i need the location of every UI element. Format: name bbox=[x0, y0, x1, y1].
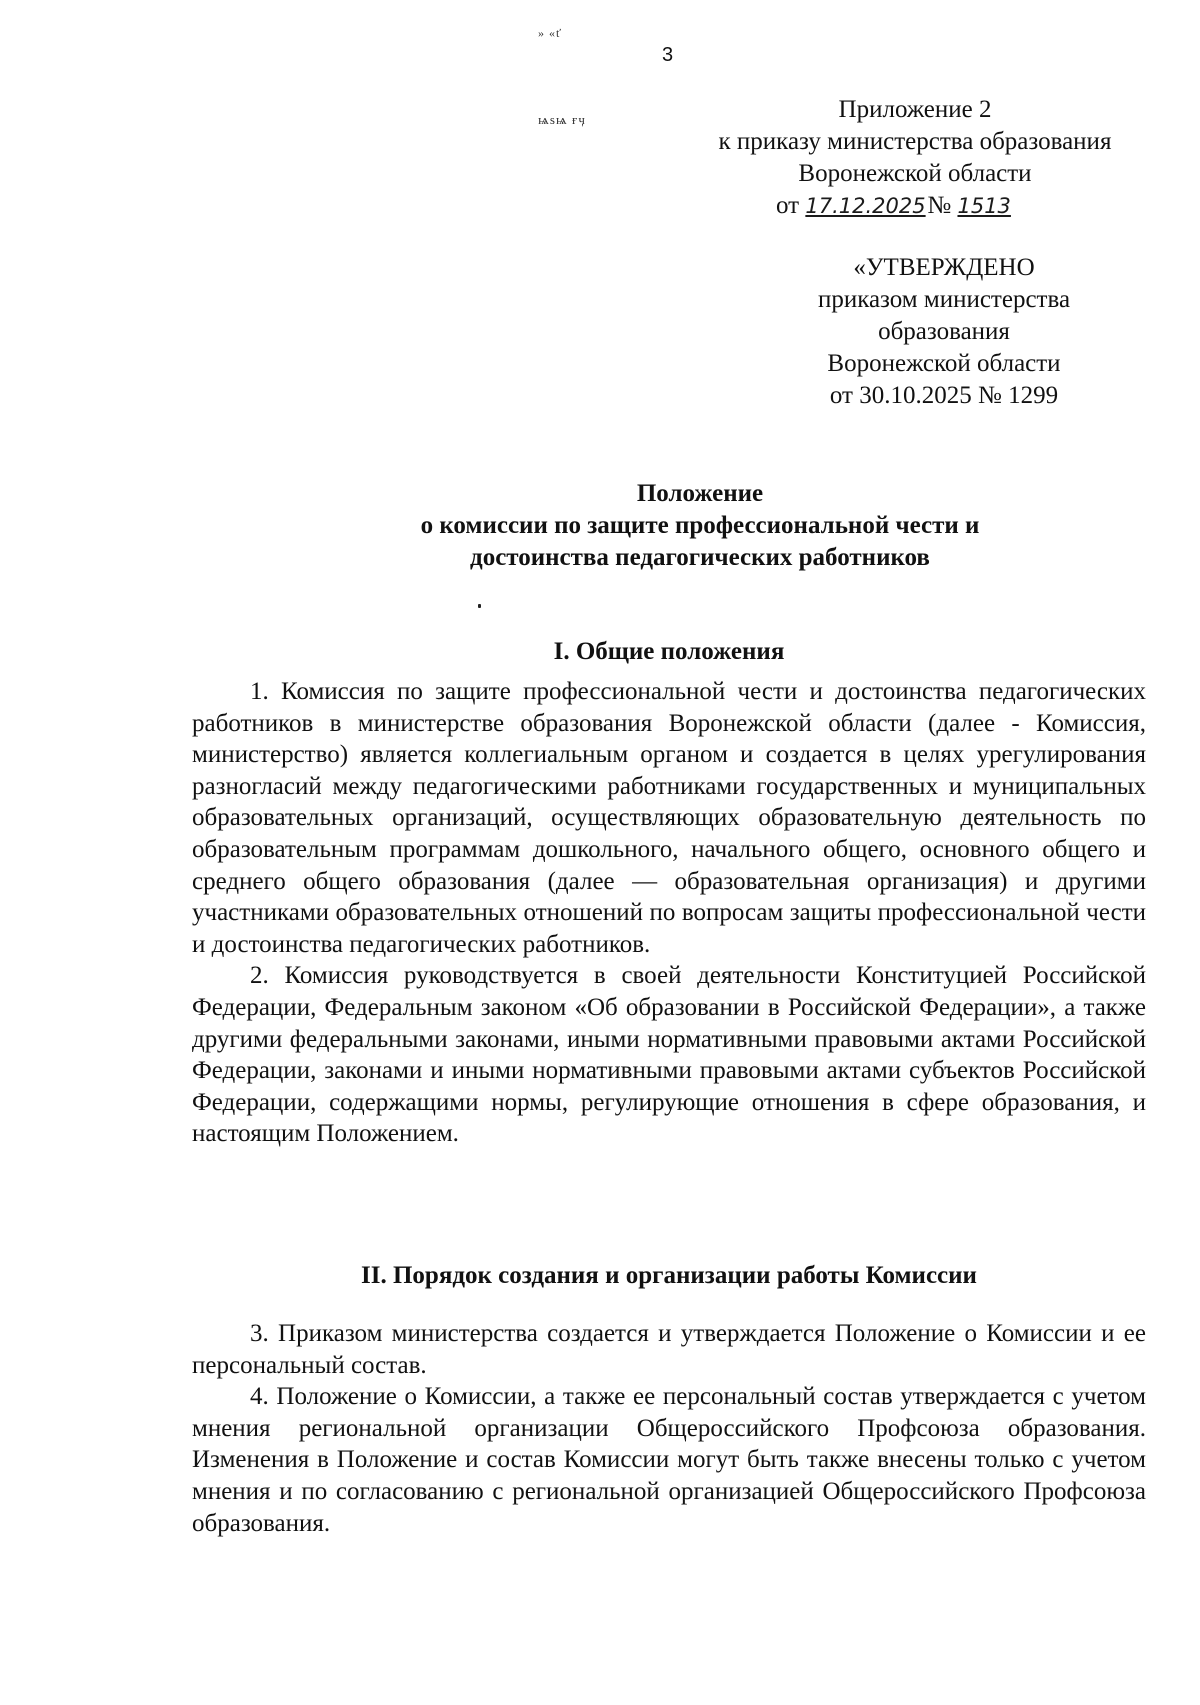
handwritten-order-date: 17.12.2025 bbox=[805, 194, 926, 218]
order-from-label: от bbox=[776, 192, 800, 219]
appendix-order-ref: к приказу министерства образования bbox=[718, 128, 1112, 155]
section-heading: II. Порядок создания и организации работы Комиссии bbox=[361, 1262, 977, 1289]
document-title-line: Положение bbox=[636, 480, 764, 507]
appendix-title: Приложение 2 bbox=[838, 96, 992, 123]
scan-dot-artifact bbox=[478, 604, 481, 608]
paragraph-4: 4. Положение о Комиссии, а также ее персональный состав утверждается с учетом мнения региональной организации Общероссийского Профсоюза образования. Изменения в Положение и состав Комиссии могут быть также внесены только с учетом мнения и по согласованию с региональной организацией Общероссийского Профсоюза образования. bbox=[192, 1383, 1146, 1537]
appendix-order-line bbox=[680, 190, 1150, 222]
document-title-line: о комиссии по защите профессиональной чести и bbox=[420, 512, 980, 539]
approval-line: Воронежской области bbox=[827, 350, 1061, 377]
appendix-header bbox=[680, 94, 1150, 222]
document-title bbox=[280, 478, 1120, 574]
approval-line: приказом министерства bbox=[817, 286, 1071, 313]
paragraph-1: 1. Комиссия по защите профессиональной чести и достоинства педагогических работников в министерстве образования Воронежской области (далее - Комиссия, министерство) является коллегиальным органом и создается в целях урегулирования разногласий между педагогическими работниками государственных и муниципальных образовательных организаций, осуществляющих образовательную деятельность по образовательным программам дошкольного, начального общего, основного общего и среднего общего образования (далее — образовательная организация) и другими участниками образовательных отношений по вопросам защиты профессиональной чести и достоинства педагогических работников. bbox=[192, 678, 1146, 958]
approval-title: «УТВЕРЖДЕНО bbox=[853, 254, 1035, 281]
order-number-sign: № bbox=[927, 192, 952, 219]
paragraph-3: 3. Приказом министерства создается и утверждается Положение о Комиссии и ее персональный состав. bbox=[192, 1320, 1146, 1379]
scan-artifact-mark: » «ť bbox=[538, 26, 563, 40]
page-number: 3 bbox=[662, 44, 674, 66]
handwritten-order-number: 1513 bbox=[957, 194, 1011, 218]
scan-artifact-mark: ѩѕѩ ғӌ bbox=[538, 112, 586, 127]
approval-line: образования bbox=[878, 318, 1010, 345]
approval-stamp-block bbox=[774, 252, 1114, 412]
section-commission-organization bbox=[192, 1260, 1146, 1539]
approval-date-number: от 30.10.2025 № 1299 bbox=[829, 382, 1059, 409]
appendix-region: Воронежской области bbox=[798, 160, 1032, 187]
section-general-provisions bbox=[192, 636, 1146, 1150]
paragraph-2: 2. Комиссия руководствуется в своей деятельности Конституцией Российской Федерации, Федеральным законом «Об образовании в Российской Федерации», а также другими федеральными законами, иными нормативными правовыми актами Российской Федерации, законами и иными нормативными правовыми актами субъектов Российской Федерации, содержащими нормы, регулирующие отношения в сфере образования, и настоящим Положением. bbox=[192, 962, 1146, 1148]
section-heading: I. Общие положения bbox=[553, 638, 785, 665]
document-title-line: достоинства педагогических работников bbox=[470, 544, 930, 571]
